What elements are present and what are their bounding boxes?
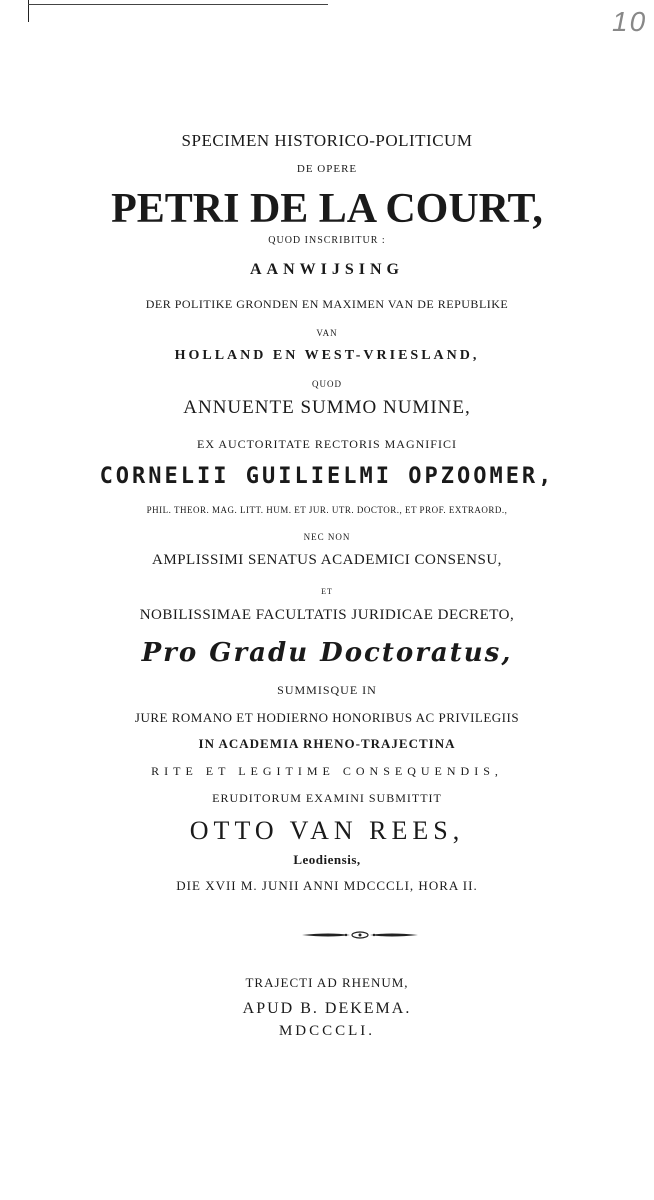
annuente-line: ANNUENTE SUMMO NUMINE, <box>183 397 471 418</box>
author-name: OTTO VAN REES, <box>189 816 465 845</box>
jure-romano-line: JURE ROMANO ET HODIERNO HONORIBUS AC PRIVILEGIIS <box>134 710 520 725</box>
handwritten-page-number: 10 <box>612 6 648 37</box>
page-edge-mark-top <box>28 4 328 5</box>
date-line: DIE XVII M. JUNII ANNI MDCCCLI, HORA II. <box>176 878 478 893</box>
pro-gradu-blackletter: Pro Gradu Doctoratus, <box>141 638 513 668</box>
nec-non-line: NEC NON <box>303 532 351 542</box>
specimen-line: SPECIMEN HISTORICO-POLITICUM <box>181 131 473 150</box>
aanwijsing-heading: AANWIJSING <box>249 261 404 278</box>
facultatis-line: NOBILISSIMAE FACULTATIS JURIDICAE DECRETO, <box>139 607 515 623</box>
imprint-publisher: APUD B. DEKEMA. <box>242 1000 412 1017</box>
van-line: VAN <box>316 328 338 338</box>
imprint-year: MDCCCLI. <box>278 1023 376 1039</box>
quod-inscribitur-line: QUOD INSCRIBITUR : <box>268 235 386 246</box>
leodiensis-line: Leodiensis, <box>293 852 361 867</box>
eruditorum-line: ERUDITORUM EXAMINI SUBMITTIT <box>212 791 442 805</box>
politike-gronden-line: DER POLITIKE GRONDEN EN MAXIMEN VAN DE REPUBLIKE <box>145 297 509 311</box>
rector-name: CORNELII GUILIELMI OPZOOMER, <box>99 464 555 489</box>
senatus-line: AMPLISSIMI SENATUS ACADEMICI CONSENSU, <box>152 552 502 568</box>
rite-line: RITE ET LEGITIME CONSEQUENDIS, <box>151 764 503 778</box>
et-line: ET <box>321 587 333 596</box>
imprint-place: TRAJECTI AD RHENUM, <box>245 975 409 990</box>
author-title: PETRI DE LA COURT, <box>111 186 543 232</box>
summisque-line: SUMMISQUE IN <box>277 683 377 697</box>
quod-line: QUOD <box>312 379 342 389</box>
holland-line: HOLLAND EN WEST-VRIESLAND, <box>174 348 480 363</box>
rector-titles: PHIL. THEOR. MAG. LITT. HUM. ET JUR. UTR. DOCTOR., ET PROF. EXTRAORD., <box>146 505 508 515</box>
de-opere-line: DE OPERE <box>296 163 358 175</box>
academia-line: IN ACADEMIA RHENO-TRAJECTINA <box>198 736 456 751</box>
ornamental-rule <box>300 928 420 942</box>
auctoritate-line: EX AUCTORITATE RECTORIS MAGNIFICI <box>197 437 457 451</box>
